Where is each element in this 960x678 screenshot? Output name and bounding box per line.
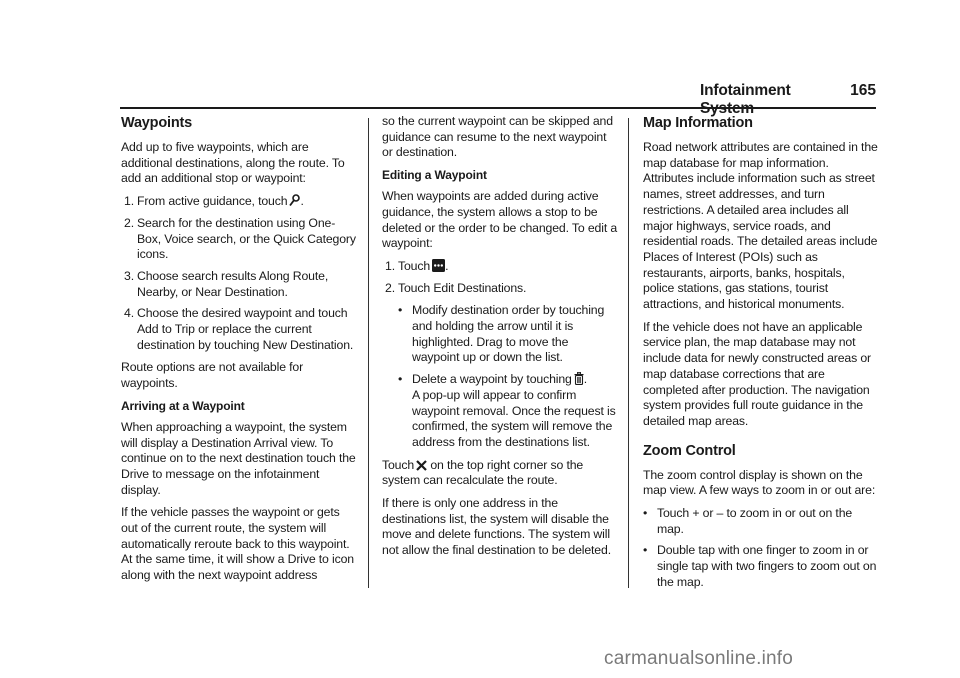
list-item: • Modify destination order by touching and holding the arrow until it is highlighted. Drag to move the waypoint up or down the list. xyxy=(398,303,605,365)
list-item: • Touch + or – to zoom in or out on the map. xyxy=(643,506,853,536)
step-item: 2. Touch Edit Destinations. xyxy=(385,280,527,295)
list-item: • Delete a waypoint by touching . A pop-up will appear to confirm waypoint removal. Once the request is confirmed, the system will remove the address from the destinations list. xyxy=(398,372,618,451)
search-icon xyxy=(289,194,300,207)
step-item: 4. Choose the desired waypoint and touch Add to Trip or replace the current destination by touching New Destination. xyxy=(124,306,354,352)
single-destination-paragraph: If there is only one address in the destinations list, the system will disable the move and delete functions. The system will not allow the final destination to be deleted. xyxy=(382,496,611,558)
step-item: 1. From active guidance, touch . xyxy=(124,194,304,209)
delete-popup-text: A pop-up will appear to confirm waypoint removal. Once the request is confirmed, the system will remove the address from the destinations list. xyxy=(412,387,616,449)
map-info-paragraph-2: If the vehicle does not have an applicable service plan, the map database may not include data for newly constructed areas or map database corrections that are completed after production. The navigation system provides full route guidance in the detailed map areas. xyxy=(643,319,872,428)
header-rule xyxy=(120,107,876,109)
waypoints-heading: Waypoints xyxy=(121,115,192,131)
map-information-heading: Map Information xyxy=(643,115,753,131)
step-item: 1. Touch . xyxy=(385,258,449,273)
recalculate-paragraph: Touch on the top right corner so the system can recalculate the route. xyxy=(382,457,584,488)
column-1 xyxy=(121,114,357,591)
column-3 xyxy=(643,114,879,598)
list-item: • Double tap with one finger to zoom in or single tap with two fingers to zoom out on the map. xyxy=(643,543,877,589)
column-divider-1 xyxy=(368,118,369,588)
column-divider-2 xyxy=(628,118,629,588)
page-number: 165 xyxy=(850,82,876,99)
editing-steps xyxy=(382,259,618,296)
running-header xyxy=(700,82,876,104)
map-info-paragraph-1: Road network attributes are contained in the map database for map information. Attributes include information such as street names, street addresses, and turn restrictions. A detailed area includes all major highways, service roads, and residential roads. The detailed areas include Places of Interest (POIs) such as restaurants, airports, banks, hospitals, police stations, gas stations, tourist attractions, and historical monuments. xyxy=(643,140,878,312)
zoom-methods-list xyxy=(643,506,879,591)
column-2 xyxy=(382,114,618,566)
step-item: 2. Search for the destination using One-Box, Voice search, or the Quick Category icons. xyxy=(124,215,356,262)
waypoint-steps xyxy=(121,194,357,353)
zoom-intro: The zoom control display is shown on the map view. A few ways to zoom in or out are: xyxy=(643,467,876,498)
arriving-subheading: Arriving at a Waypoint xyxy=(121,398,245,413)
waypoints-intro: Add up to five waypoints, which are additional destinations, along the route. To add an additional stop or waypoint: xyxy=(121,140,345,186)
arriving-paragraph-2: If the vehicle passes the waypoint or gets out of the current route, the system will automatically reroute back to this waypoint. At the same time, it will show a Drive to icon along with the next waypoint address xyxy=(121,505,354,583)
step-item: 3. Choose search results Along Route, Nearby, or Near Destination. xyxy=(124,268,329,299)
watermark: carmanualsonline.info xyxy=(604,648,794,669)
more-options-icon xyxy=(432,259,445,272)
zoom-control-heading: Zoom Control xyxy=(643,442,736,459)
continuation-paragraph: so the current waypoint can be skipped and guidance can resume to the next waypoint or destination. xyxy=(382,114,613,160)
trash-icon xyxy=(574,372,584,385)
edit-options-list xyxy=(398,303,618,450)
route-options-note: Route options are not available for waypoints. xyxy=(121,360,304,391)
editing-subheading: Editing a Waypoint xyxy=(382,168,487,183)
editing-intro: When waypoints are added during active guidance, the system allows a stop to be deleted or the order to be changed. To edit a waypoint: xyxy=(382,189,618,251)
arriving-paragraph-1: When approaching a waypoint, the system will display a Destination Arrival view. To continue on to the next destination touch the Drive to message on the infotainment display. xyxy=(121,419,356,497)
section-title: Infotainment xyxy=(700,82,791,99)
close-icon xyxy=(416,460,427,471)
